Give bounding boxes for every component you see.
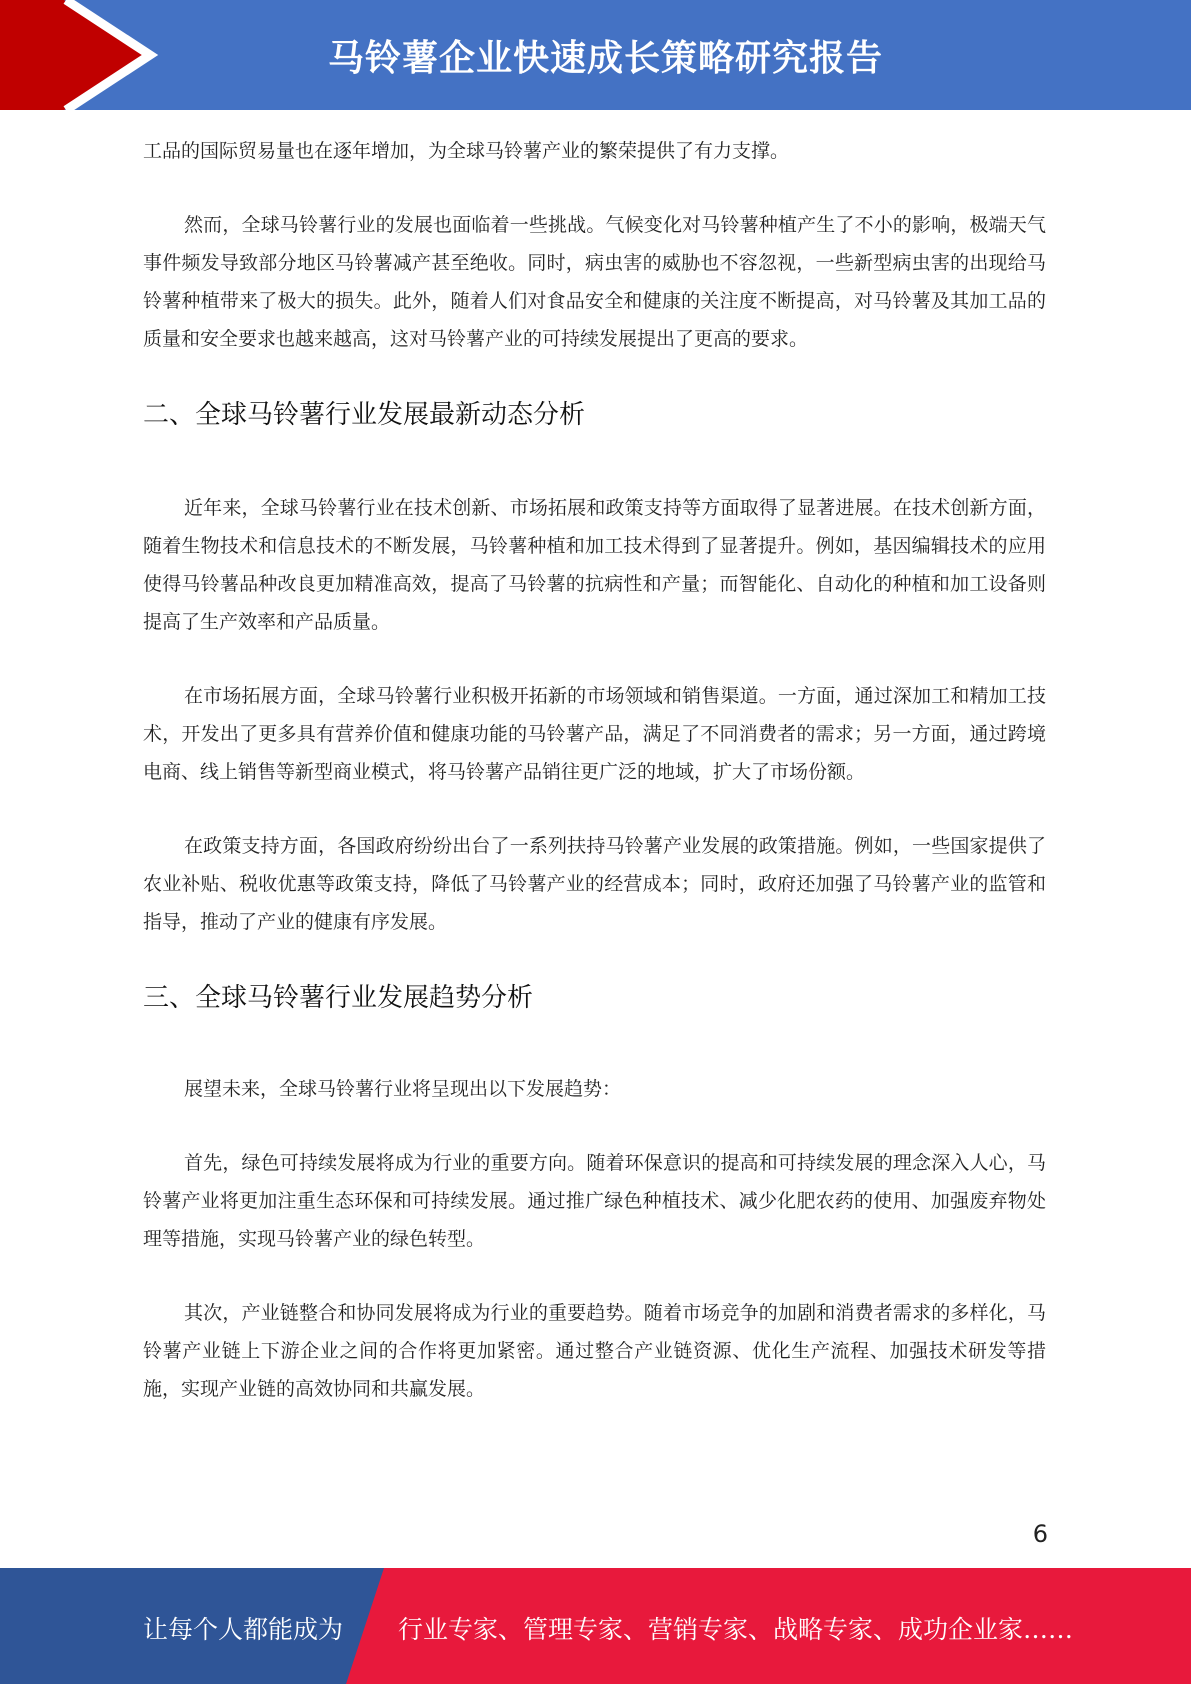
- section-heading-3: 三、全球马铃薯行业发展趋势分析: [143, 983, 534, 1013]
- page-header: [0, 0, 1191, 110]
- paragraph-green-development: 首先，绿色可持续发展将成为行业的重要方向。随着环保意识的提高和可持续发展的理念深入人心，马铃薯产业将更加注重生态环保和可持续发展。通过推广绿色种植技术、减少化肥农药的使用、加强废弃物处理等措施，实现马铃薯产业的绿色转型。: [143, 1152, 1046, 1250]
- paragraph-continued: 工品的国际贸易量也在逐年增加，为全球马铃薯产业的繁荣提供了有力支撑。: [143, 140, 790, 162]
- page-number: 6: [1032, 1520, 1048, 1548]
- section-heading-2: 二、全球马铃薯行业发展最新动态分析: [143, 400, 586, 430]
- paragraph-industry-chain: 其次，产业链整合和协同发展将成为行业的重要趋势。随着市场竞争的加剧和消费者需求的多样化，马铃薯产业链上下游企业之间的合作将更加紧密。通过整合产业链资源、优化生产流程、加强技术研发等措施，实现产业链的高效协同和共赢发展。: [143, 1302, 1046, 1400]
- paragraph-tech-innovation: 近年来，全球马铃薯行业在技术创新、市场拓展和政策支持等方面取得了显著进展。在技术创新方面，随着生物技术和信息技术的不断发展，马铃薯种植和加工技术得到了显著提升。例如，基因编辑技术的应用使得马铃薯品种改良更加精准高效，提高了马铃薯的抗病性和产量；而智能化、自动化的种植和加工设备则提高了生产效率和产品质量。: [143, 497, 1046, 633]
- footer-slogan-left: 让每个人都能成为: [143, 1615, 344, 1644]
- paragraph-market-expansion: 在市场拓展方面，全球马铃薯行业积极开拓新的市场领域和销售渠道。一方面，通过深加工和精加工技术，开发出了更多具有营养价值和健康功能的马铃薯产品，满足了不同消费者的需求；另一方面，通过跨境电商、线上销售等新型商业模式，将马铃薯产品销往更广泛的地域，扩大了市场份额。: [143, 685, 1046, 783]
- page-content: [143, 132, 1046, 1444]
- page-footer: [0, 1568, 1191, 1684]
- paragraph-policy-support: 在政策支持方面，各国政府纷纷出台了一系列扶持马铃薯产业发展的政策措施。例如，一些国家提供了农业补贴、税收优惠等政策支持，降低了马铃薯产业的经营成本；同时，政府还加强了马铃薯产业的监管和指导，推动了产业的健康有序发展。: [143, 835, 1046, 933]
- paragraph-challenges: 然而，全球马铃薯行业的发展也面临着一些挑战。气候变化对马铃薯种植产生了不小的影响，极端天气事件频发导致部分地区马铃薯减产甚至绝收。同时，病虫害的威胁也不容忽视，一些新型病虫害的出现给马铃薯种植带来了极大的损失。此外，随着人们对食品安全和健康的关注度不断提高，对马铃薯及其加工品的质量和安全要求也越来越高，这对马铃薯产业的可持续发展提出了更高的要求。: [143, 214, 1046, 350]
- paragraph-outlook: 展望未来，全球马铃薯行业将呈现出以下发展趋势：: [184, 1078, 622, 1100]
- footer-slogan-right: 行业专家、管理专家、营销专家、战略专家、成功企业家……: [398, 1615, 1074, 1644]
- report-title: 马铃薯企业快速成长策略研究报告: [327, 38, 883, 79]
